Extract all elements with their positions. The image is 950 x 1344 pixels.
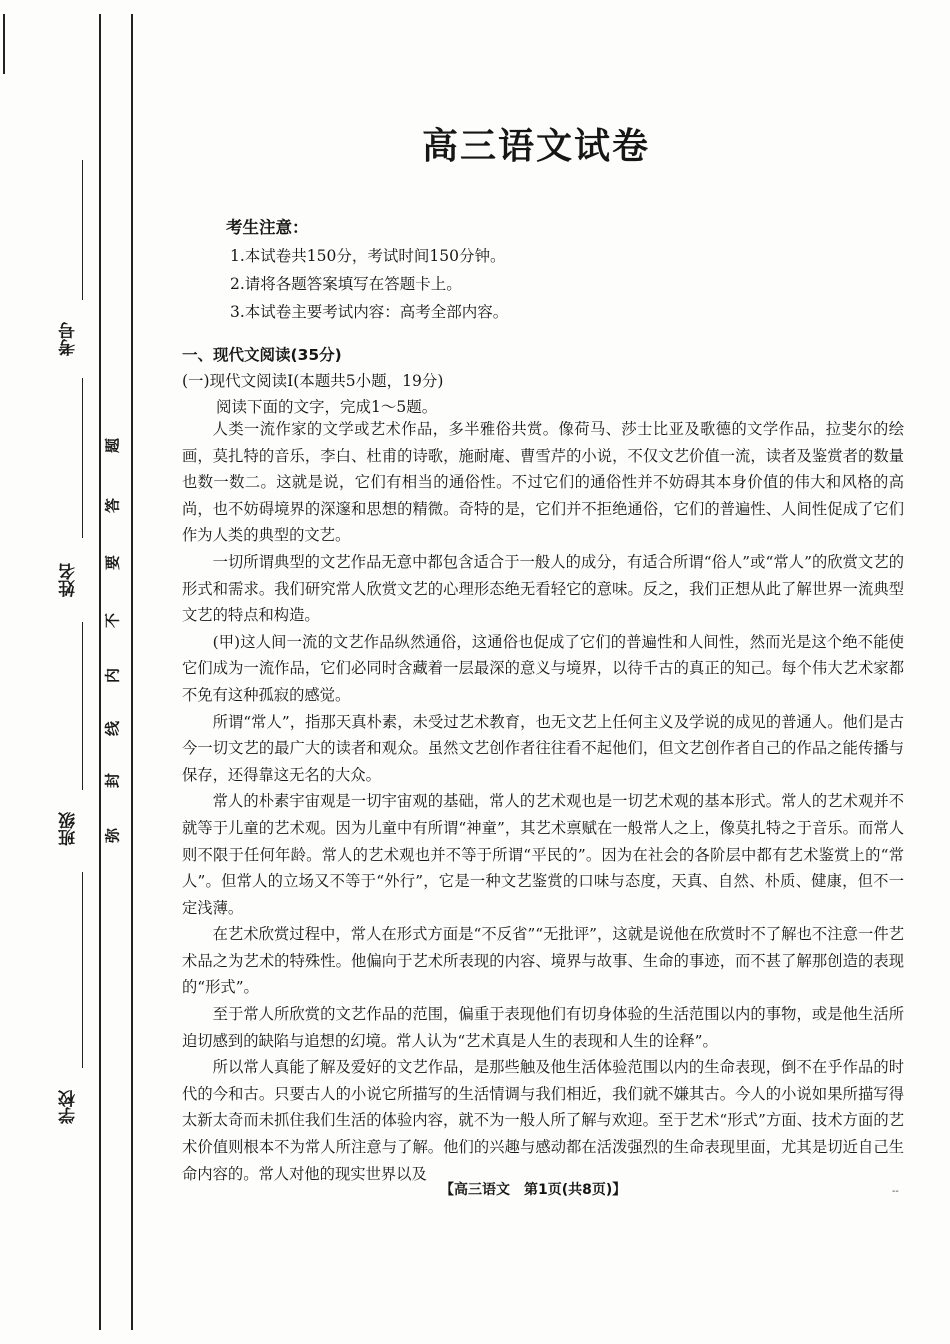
margin-line-left <box>3 14 5 74</box>
corner-mark: -- <box>892 1186 899 1197</box>
notice-item: 1.本试卷共150分，考试时间150分钟。 <box>230 247 506 265</box>
reading-instruction: 阅读下面的文字，完成1～5题。 <box>216 398 438 416</box>
passage-paragraph: 人类一流作家的文学或艺术作品，多半雅俗共赏。像荷马、莎士比亚及歌德的文学作品，拉斐尔的绘画，莫扎特的音乐，李白、杜甫的诗歌，施耐庵、曹雪芹的小说，不仅文艺价值一流，读者及鉴赏者的数量也数一数二。这就是说，它们有相当的通俗性。不过它们的通俗性并不妨碍其本身价值的伟大和风格的高尚，也不妨碍境界的深邃和思想的精微。奇特的是，它们并不拒绝通俗，它们的普遍性、人间性促成了它们作为人类的典型的文艺。 <box>182 420 904 545</box>
seal-char: 题 <box>103 438 122 454</box>
seal-char: 弥 <box>103 828 122 844</box>
candidate-notice <box>226 214 508 326</box>
seal-char: 封 <box>103 773 122 789</box>
page-footer: 【高三语文 第1页(共8页)】 <box>440 1182 627 1198</box>
field-blank-school[interactable] <box>82 872 83 1068</box>
seal-char: 内 <box>103 668 122 684</box>
notice-item: 2.请将各题答案填写在答题卡上。 <box>230 275 462 293</box>
field-label-school: 学校 <box>59 1090 79 1124</box>
subsection-heading: (一)现代文阅读Ⅰ(本题共5小题，19分) <box>182 372 444 390</box>
seal-char: 要 <box>103 555 122 571</box>
passage-paragraph: 至于常人所欣赏的文艺作品的范围，偏重于表现他们有切身体验的生活范围以内的事物，或是他生活所迫切感到的缺陷与追想的幻境。常人认为“艺术真是人生的表现和人生的诠释”。 <box>182 1005 904 1050</box>
passage-paragraph: 常人的朴素宇宙观是一切宇宙观的基础，常人的艺术观也是一切艺术观的基本形式。常人的艺术观并不就等于儿童的艺术观。因为儿童中有所谓“神童”，其艺术禀赋在一般常人之上，像莫扎特之于音乐。而常人则不限于任何年龄。常人的艺术观也并不等于所谓“平民的”。因为在社会的各阶层中都有艺术鉴赏上的“常人”。但常人的立场又不等于“外行”，它是一种文艺鉴赏的口味与态度，天真、自然、朴质、健康，但不一定浅薄。 <box>182 792 904 917</box>
field-blank-exam-no[interactable] <box>82 160 83 300</box>
field-blank-class[interactable] <box>82 622 83 790</box>
seal-char: 答 <box>103 498 122 514</box>
page-title: 高三语文试卷 <box>422 126 651 167</box>
field-blank-name[interactable] <box>82 378 83 538</box>
notice-item: 3.本试卷主要考试内容：高考全部内容。 <box>230 303 509 321</box>
passage-paragraph: (甲)这人间一流的文艺作品纵然通俗，这通俗也促成了它们的普遍性和人间性，然而光是这个绝不能使它们成为一流作品，它们必同时含藏着一层最深的意义与境界，以待千古的真正的知己。每个伟大艺术家都不免有这种孤寂的感觉。 <box>182 632 904 704</box>
margin-line-outer <box>131 14 133 1330</box>
seal-char: 不 <box>103 613 122 629</box>
field-label-name: 姓名 <box>59 563 79 597</box>
notice-heading: 考生注意： <box>226 218 309 237</box>
field-label-exam-no: 考号 <box>59 322 79 356</box>
passage-paragraph: 所以常人真能了解及爱好的文艺作品，是那些触及他生活体验范围以内的生命表现，倒不在乎作品的时代的今和古。只要古人的小说它所描写的生活情调与我们相近，我们就不嫌其古。今人的小说如果所描写得太新太奇而未抓住我们生活的体验内容，就不为一般人所了解与欢迎。至于艺术“形式”方面、技术方面的艺术价值则根本不为常人所注意与了解。他们的兴趣与感动都在活泼强烈的生命表现里面，尤其是切近自己生命内容的。常人对他的现实世界以及 <box>182 1058 904 1183</box>
reading-passage <box>182 416 904 1187</box>
field-label-class: 班级 <box>59 812 79 846</box>
passage-paragraph: 一切所谓典型的文艺作品无意中都包含适合于一般人的成分，有适合所谓“俗人”或“常人”的欣赏文艺的形式和需求。我们研究常人欣赏文艺的心理形态绝无看轻它的意味。反之，我们正想从此了解世界一流典型文艺的特点和构造。 <box>182 552 904 625</box>
passage-paragraph: 所谓“常人”，指那天真朴素，未受过艺术教育，也无文艺上任何主义及学说的成见的普通人。他们是古今一切文艺的最广大的读者和观众。虽然文艺创作者往往看不起他们，但文艺创作者自己的作品之能传播与保存，还得靠这无名的大众。 <box>182 712 904 784</box>
seal-char: 线 <box>103 721 122 737</box>
section-heading: 一、现代文阅读(35分) <box>182 346 342 364</box>
passage-paragraph: 在艺术欣赏过程中，常人在形式方面是“不反省”“无批评”，这就是说他在欣赏时不了解也不注意一件艺术品之为艺术的特殊性。他偏向于艺术所表现的内容、境界与故事、生命的事迹，而不甚了解那创造的表现的“形式”。 <box>182 925 904 997</box>
